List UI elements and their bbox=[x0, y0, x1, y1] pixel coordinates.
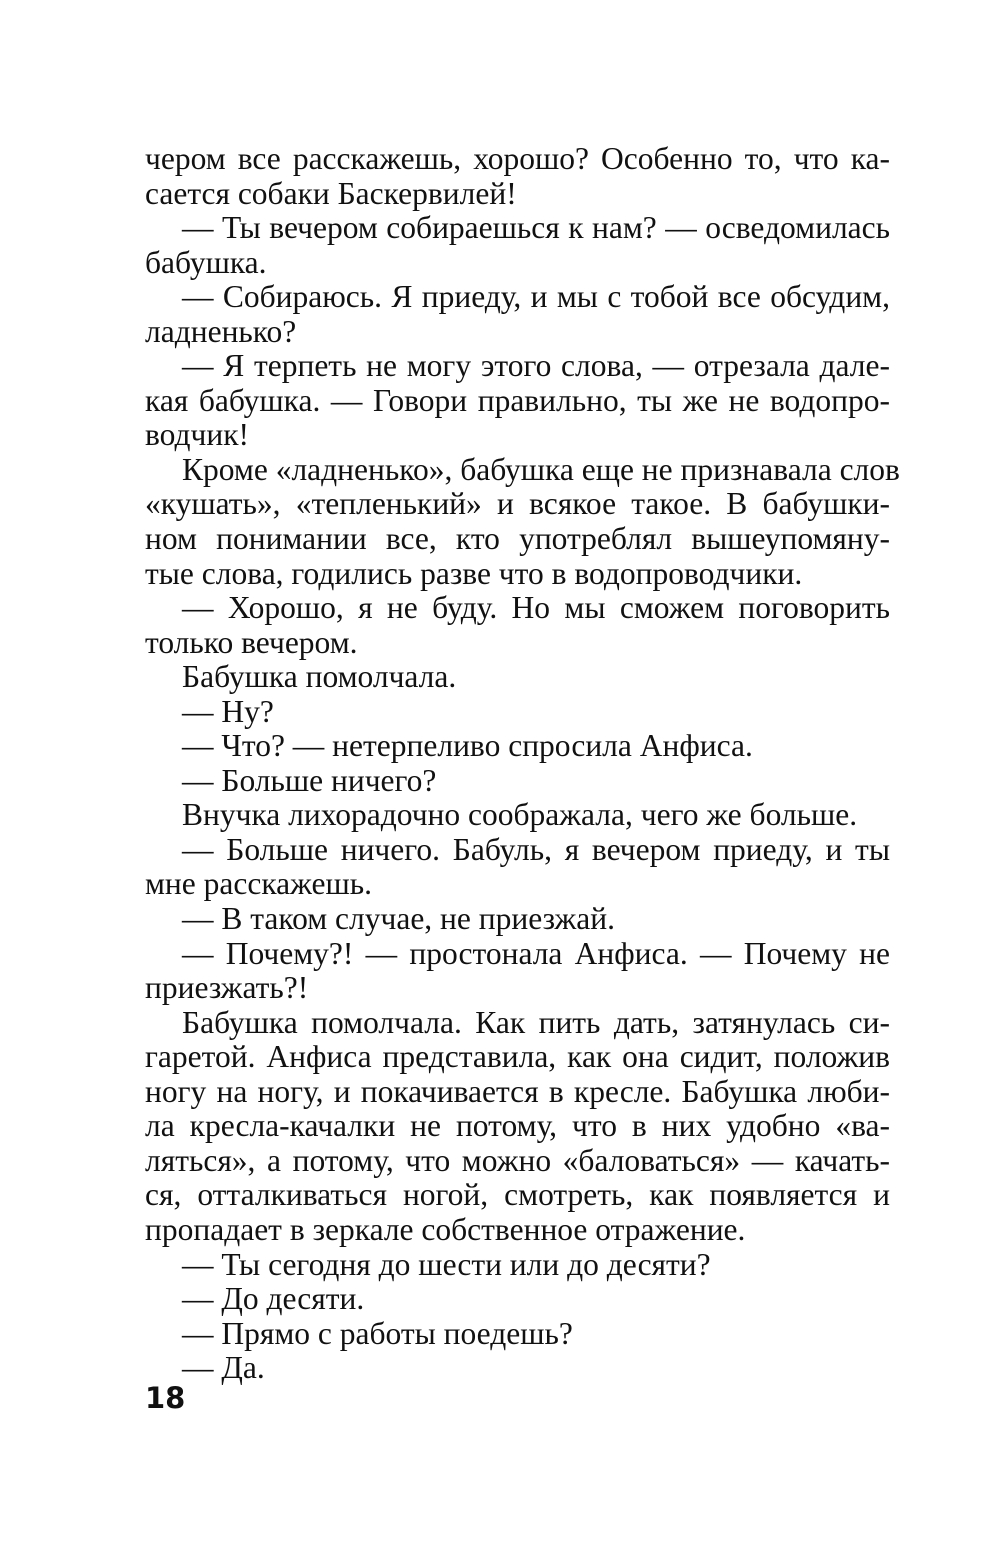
text-line: Кроме «ладненько», бабушка еще не признавала слов bbox=[182, 451, 900, 487]
text-line: — Собираюсь. Я приеду, и мы с тобой все обсудим, bbox=[182, 279, 890, 315]
text-line: — Хорошо, я не буду. Но мы сможем поговорить bbox=[182, 590, 890, 626]
text-line: Бабушка помолчала. Как пить дать, затянулась си- bbox=[182, 1004, 890, 1040]
text-line: — Прямо с работы поедешь? bbox=[182, 1315, 573, 1351]
text-line: гаретой. Анфиса представила, как она сидит, положив bbox=[145, 1039, 890, 1075]
text-line: — Что? — нетерпеливо спросила Анфиса. bbox=[182, 728, 753, 764]
text-line: пропадает в зеркале собственное отражение. bbox=[145, 1211, 746, 1247]
text-line: — Ты вечером собираешься к нам? — осведомилась bbox=[182, 210, 890, 246]
text-line: Внучка лихорадочно соображала, чего же больше. bbox=[182, 797, 858, 833]
body-text bbox=[145, 141, 900, 1386]
text-line: — Почему?! — простонала Анфиса. — Почему не bbox=[182, 935, 890, 971]
text-line: — До десяти. bbox=[182, 1281, 365, 1317]
text-line: ляться», а потому, что можно «баловаться» — качать- bbox=[145, 1142, 890, 1178]
page-number: 18 bbox=[145, 1381, 186, 1415]
text-line: мне расскажешь. bbox=[145, 866, 372, 902]
text-line: только вечером. bbox=[145, 624, 358, 660]
text-line: тые слова, годились разве что в водопроводчики. bbox=[145, 555, 803, 591]
text-line: — В таком случае, не приезжай. bbox=[182, 901, 615, 937]
text-line: — Я терпеть не могу этого слова, — отрезала дале- bbox=[182, 348, 890, 384]
text-line: — Больше ничего. Бабуль, я вечером приеду, и ты bbox=[182, 831, 890, 867]
text-line: — Ты сегодня до шести или до десяти? bbox=[182, 1246, 711, 1282]
text-line: водчик! bbox=[145, 417, 250, 453]
text-line: сается собаки Баскервилей! bbox=[145, 175, 517, 211]
text-line: Бабушка помолчала. bbox=[182, 659, 457, 695]
text-line: приезжать?! bbox=[145, 970, 309, 1006]
text-line: «кушать», «тепленький» и всякое такое. В бабушки- bbox=[145, 486, 890, 522]
text-line: — Ну? bbox=[182, 693, 274, 729]
text-line: кая бабушка. — Говори правильно, ты же не водопро- bbox=[145, 382, 890, 418]
text-line: — Больше ничего? bbox=[182, 762, 437, 798]
text-line: — Да. bbox=[182, 1350, 265, 1386]
text-line: чером все расскажешь, хорошо? Особенно то, что ка- bbox=[145, 141, 890, 176]
text-line: ся, отталкиваться ногой, смотреть, как появляется и bbox=[145, 1177, 890, 1213]
text-line: ла кресла-качалки не потому, что в них удобно «ва- bbox=[145, 1108, 890, 1144]
text-line: ном понимании все, кто употреблял вышеупомяну- bbox=[145, 521, 890, 557]
text-line: ладненько? bbox=[145, 313, 297, 349]
text-line: бабушка. bbox=[145, 244, 267, 280]
text-line: ногу на ногу, и покачивается в кресле. Бабушка люби- bbox=[145, 1073, 890, 1109]
